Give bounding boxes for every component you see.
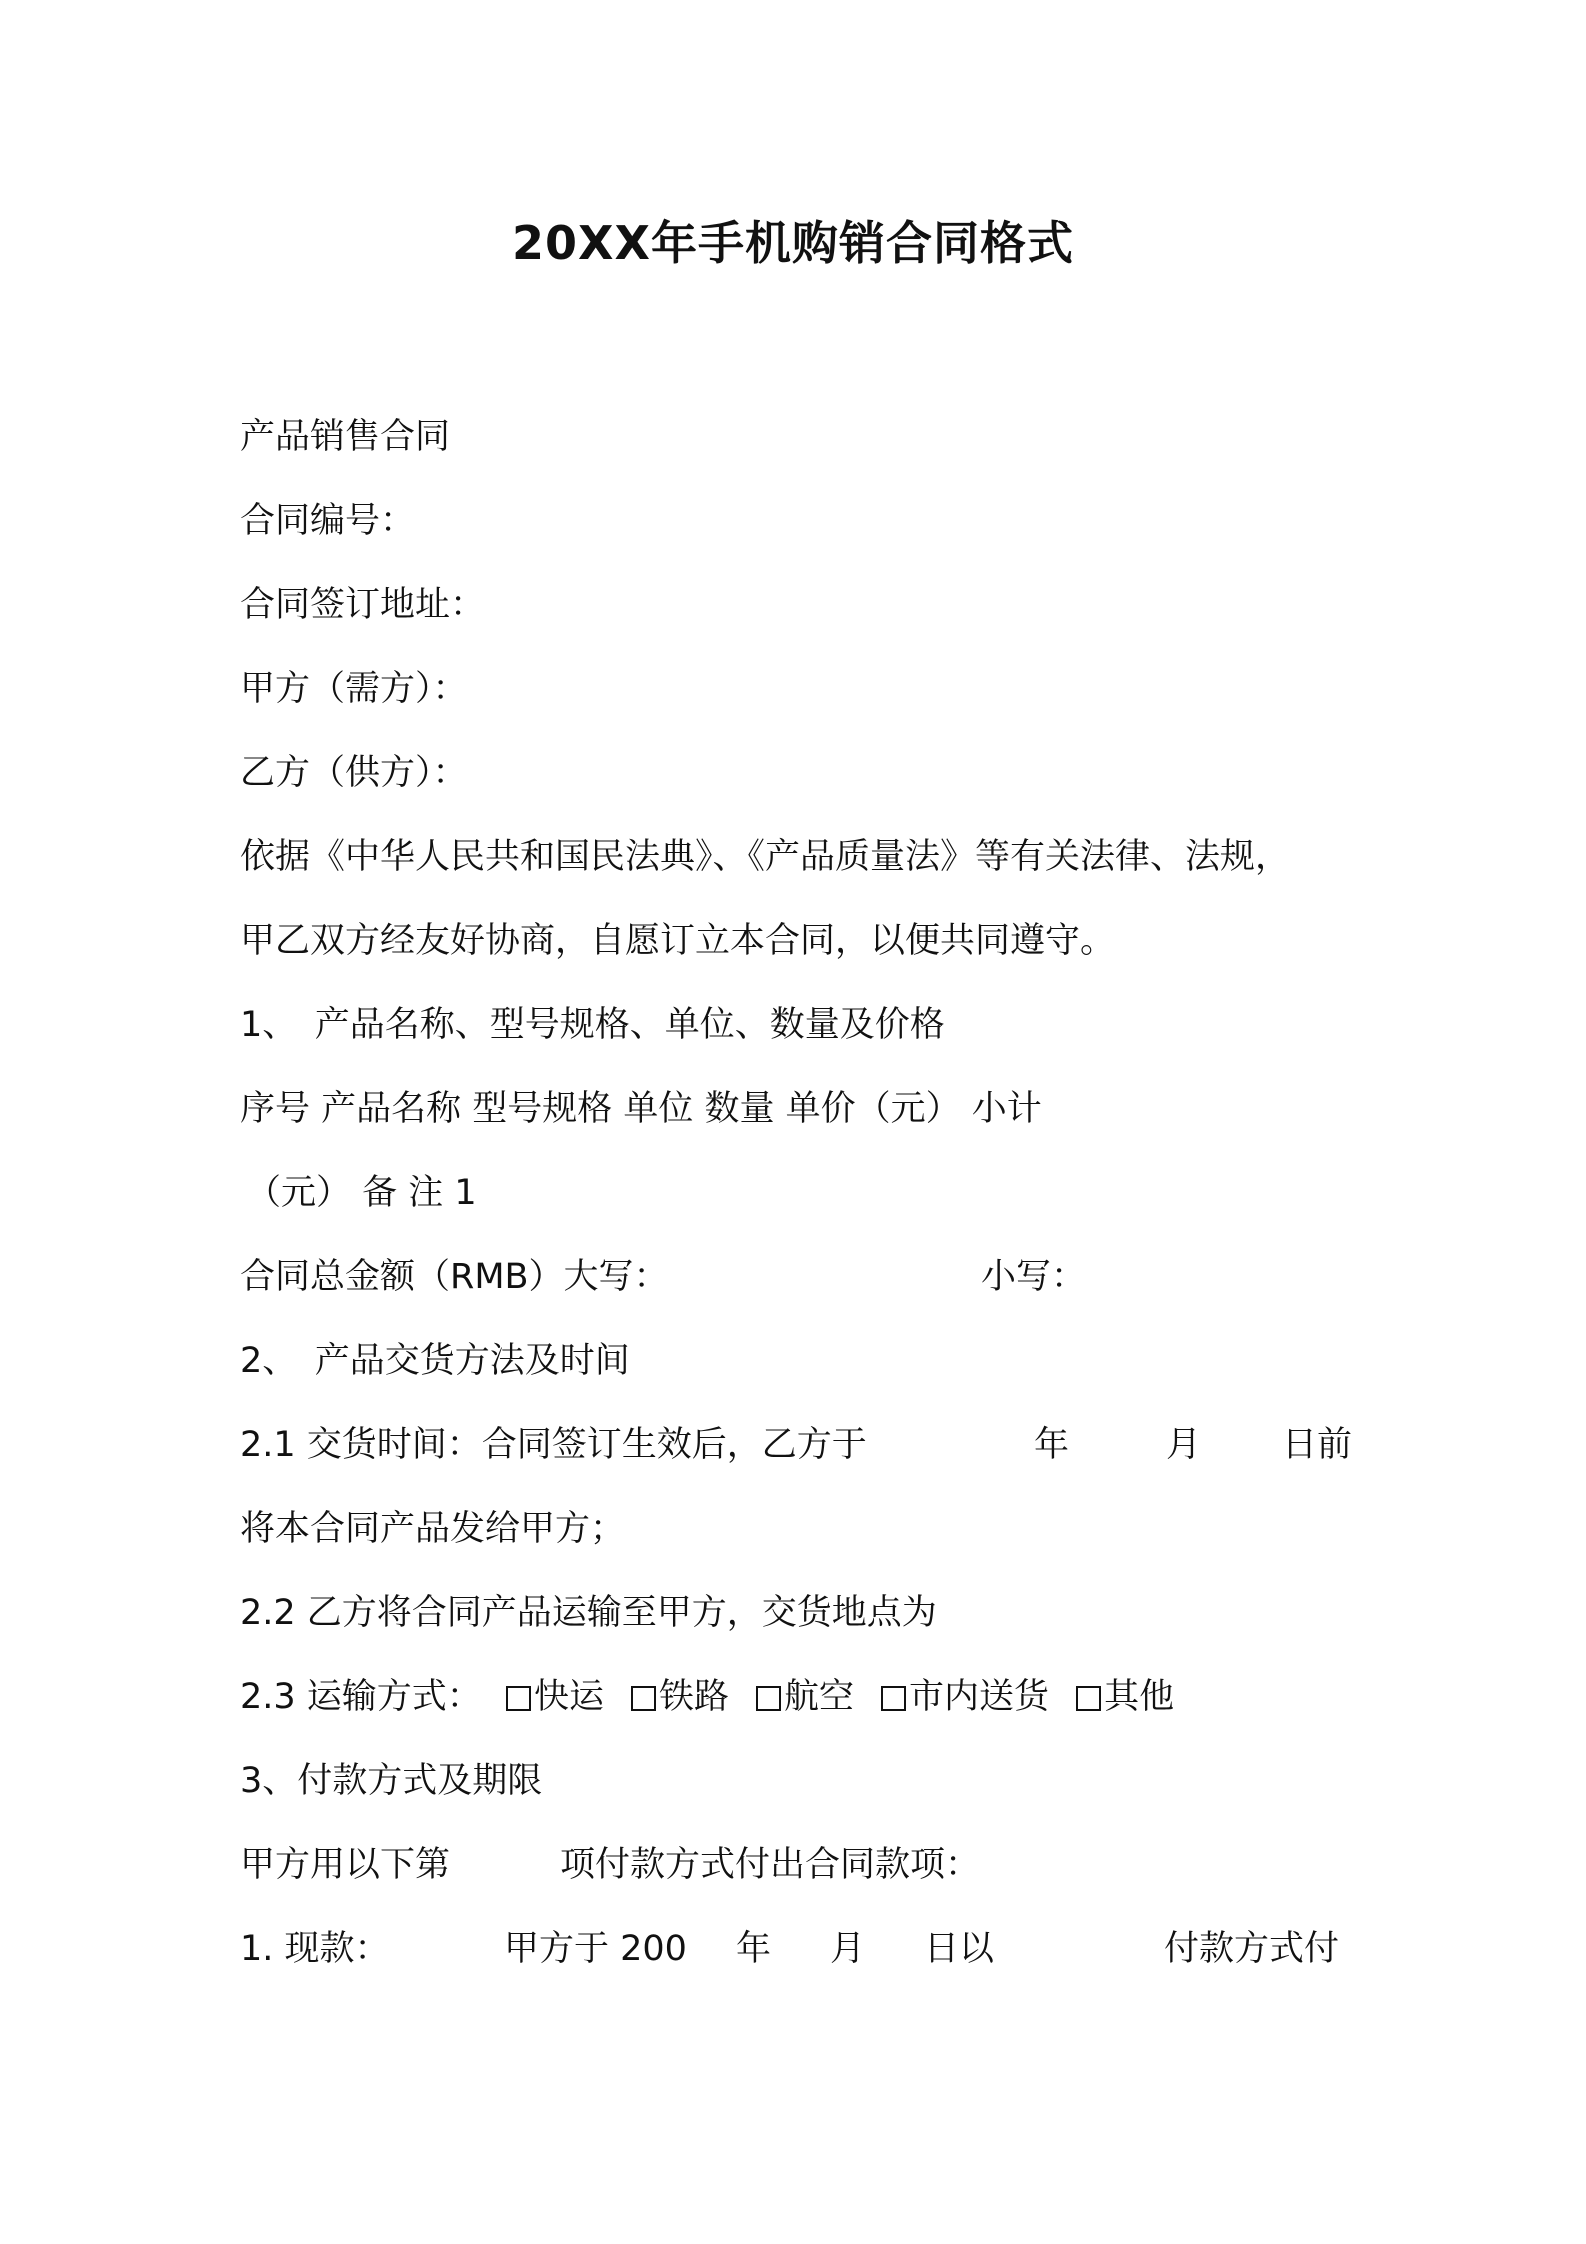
delivery-place-line: 2.2 乙方将合同产品运输至甲方，交货地点为 [240, 1593, 937, 1633]
cash-payment-year: 年 [736, 1929, 772, 1969]
cash-payment-day: 日以 [924, 1929, 995, 1969]
cash-payment-text: 甲方于 200 [504, 1929, 687, 1969]
contract-number-field: 合同编号： [240, 501, 416, 541]
transport-option-local[interactable]: 市内送货 [881, 1669, 1049, 1725]
payment-intro-b: 项付款方式付出合同款项： [560, 1845, 981, 1885]
checkbox-icon[interactable] [631, 1686, 656, 1711]
cash-payment-month: 月 [830, 1929, 866, 1969]
total-amount-label: 合同总金额（RMB）大写： [240, 1257, 669, 1297]
delivery-day: 日前 [1282, 1425, 1353, 1465]
party-b-field: 乙方（供方）： [240, 753, 468, 793]
delivery-month: 月 [1166, 1425, 1202, 1465]
transport-method-label: 2.3 运输方式： [240, 1677, 482, 1717]
contract-type: 产品销售合同 [240, 417, 451, 457]
delivery-time-line [240, 1417, 1353, 1473]
section-2-heading: 2、 产品交货方法及时间 [240, 1341, 630, 1381]
transport-option-other[interactable]: 其他 [1076, 1669, 1174, 1725]
preamble-line-2: 甲乙双方经友好协商，自愿订立本合同，以便共同遵守。 [240, 921, 1116, 961]
cash-payment-method: 付款方式付 [1164, 1929, 1340, 1969]
product-table-header-2: （元） 备 注 1 [246, 1173, 477, 1213]
preamble-line-1: 依据《中华人民共和国民法典》、《产品质量法》等有关法律、法规， [240, 837, 1291, 877]
checkbox-icon[interactable] [881, 1686, 906, 1711]
checkbox-icon[interactable] [506, 1686, 531, 1711]
transport-options [506, 1669, 1201, 1725]
cash-payment-label: 1. 现款： [240, 1929, 390, 1969]
delivery-time-continued: 将本合同产品发给甲方； [240, 1509, 626, 1549]
checkbox-icon[interactable] [756, 1686, 781, 1711]
document-title: 20XX年手机购销合同格式 [512, 216, 1074, 270]
sign-place-field: 合同签订地址： [240, 585, 486, 625]
transport-method-line [240, 1669, 1340, 1725]
delivery-year: 年 [1034, 1425, 1070, 1465]
payment-intro-a: 甲方用以下第 [240, 1845, 451, 1885]
total-small-label: 小写： [981, 1257, 1087, 1297]
party-a-field: 甲方（需方）： [240, 669, 468, 709]
section-1-heading: 1、 产品名称、型号规格、单位、数量及价格 [240, 1005, 945, 1045]
transport-option-railway[interactable]: 铁路 [631, 1669, 729, 1725]
total-amount-line [240, 1249, 1340, 1305]
transport-option-air[interactable]: 航空 [756, 1669, 854, 1725]
delivery-time-prefix: 2.1 交货时间：合同签订生效后，乙方于 [240, 1425, 867, 1465]
cash-payment-line [240, 1921, 1350, 1977]
checkbox-icon[interactable] [1076, 1686, 1101, 1711]
payment-intro-line [240, 1837, 1340, 1893]
product-table-header-1: 序号 产品名称 型号规格 单位 数量 单价（元） 小计 [240, 1089, 1042, 1129]
transport-option-express[interactable]: 快运 [506, 1669, 604, 1725]
section-3-heading: 3、付款方式及期限 [240, 1761, 543, 1801]
